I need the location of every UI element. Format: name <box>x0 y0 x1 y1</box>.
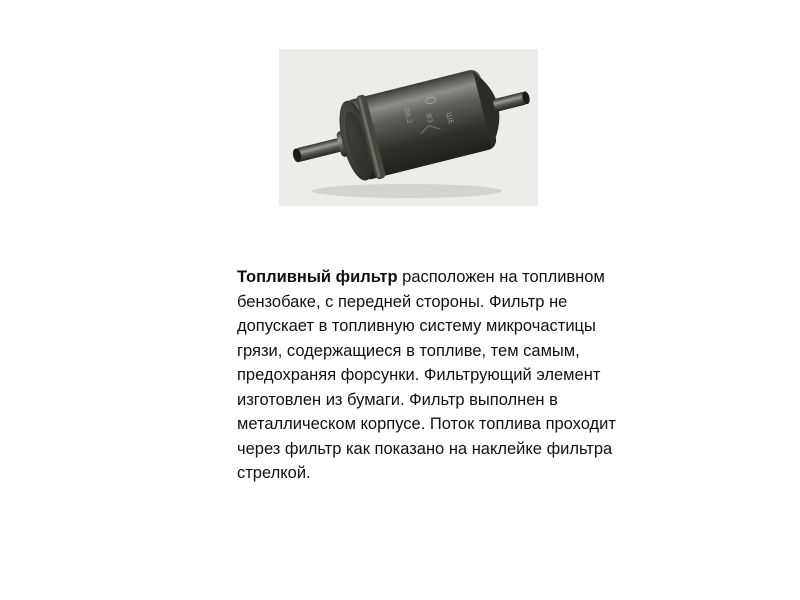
filter-description <box>237 265 617 486</box>
svg-text:06.2: 06.2 <box>402 107 414 125</box>
fuel-filter-illustration <box>279 49 538 206</box>
description-body: расположен на топливном бензобаке, с передней стороны. Фильтр не допускает в топливную систему микрочастицы грязи, содержащиеся в топливе, тем самым, предохраняя форсунки. Фильтрующий элемент изготовлен из бумаги. Фильтр выполнен в металлическом корпусе. Поток топлива проходит через фильтр как показано на наклейке фильтра стрелкой. <box>237 268 616 482</box>
description-lead: Топливный фильтр <box>237 268 398 286</box>
fuel-filter-photo <box>279 49 538 206</box>
svg-text:ШЕ: ШЕ <box>444 111 456 126</box>
svg-text:ЯЗ: ЯЗ <box>423 112 435 124</box>
